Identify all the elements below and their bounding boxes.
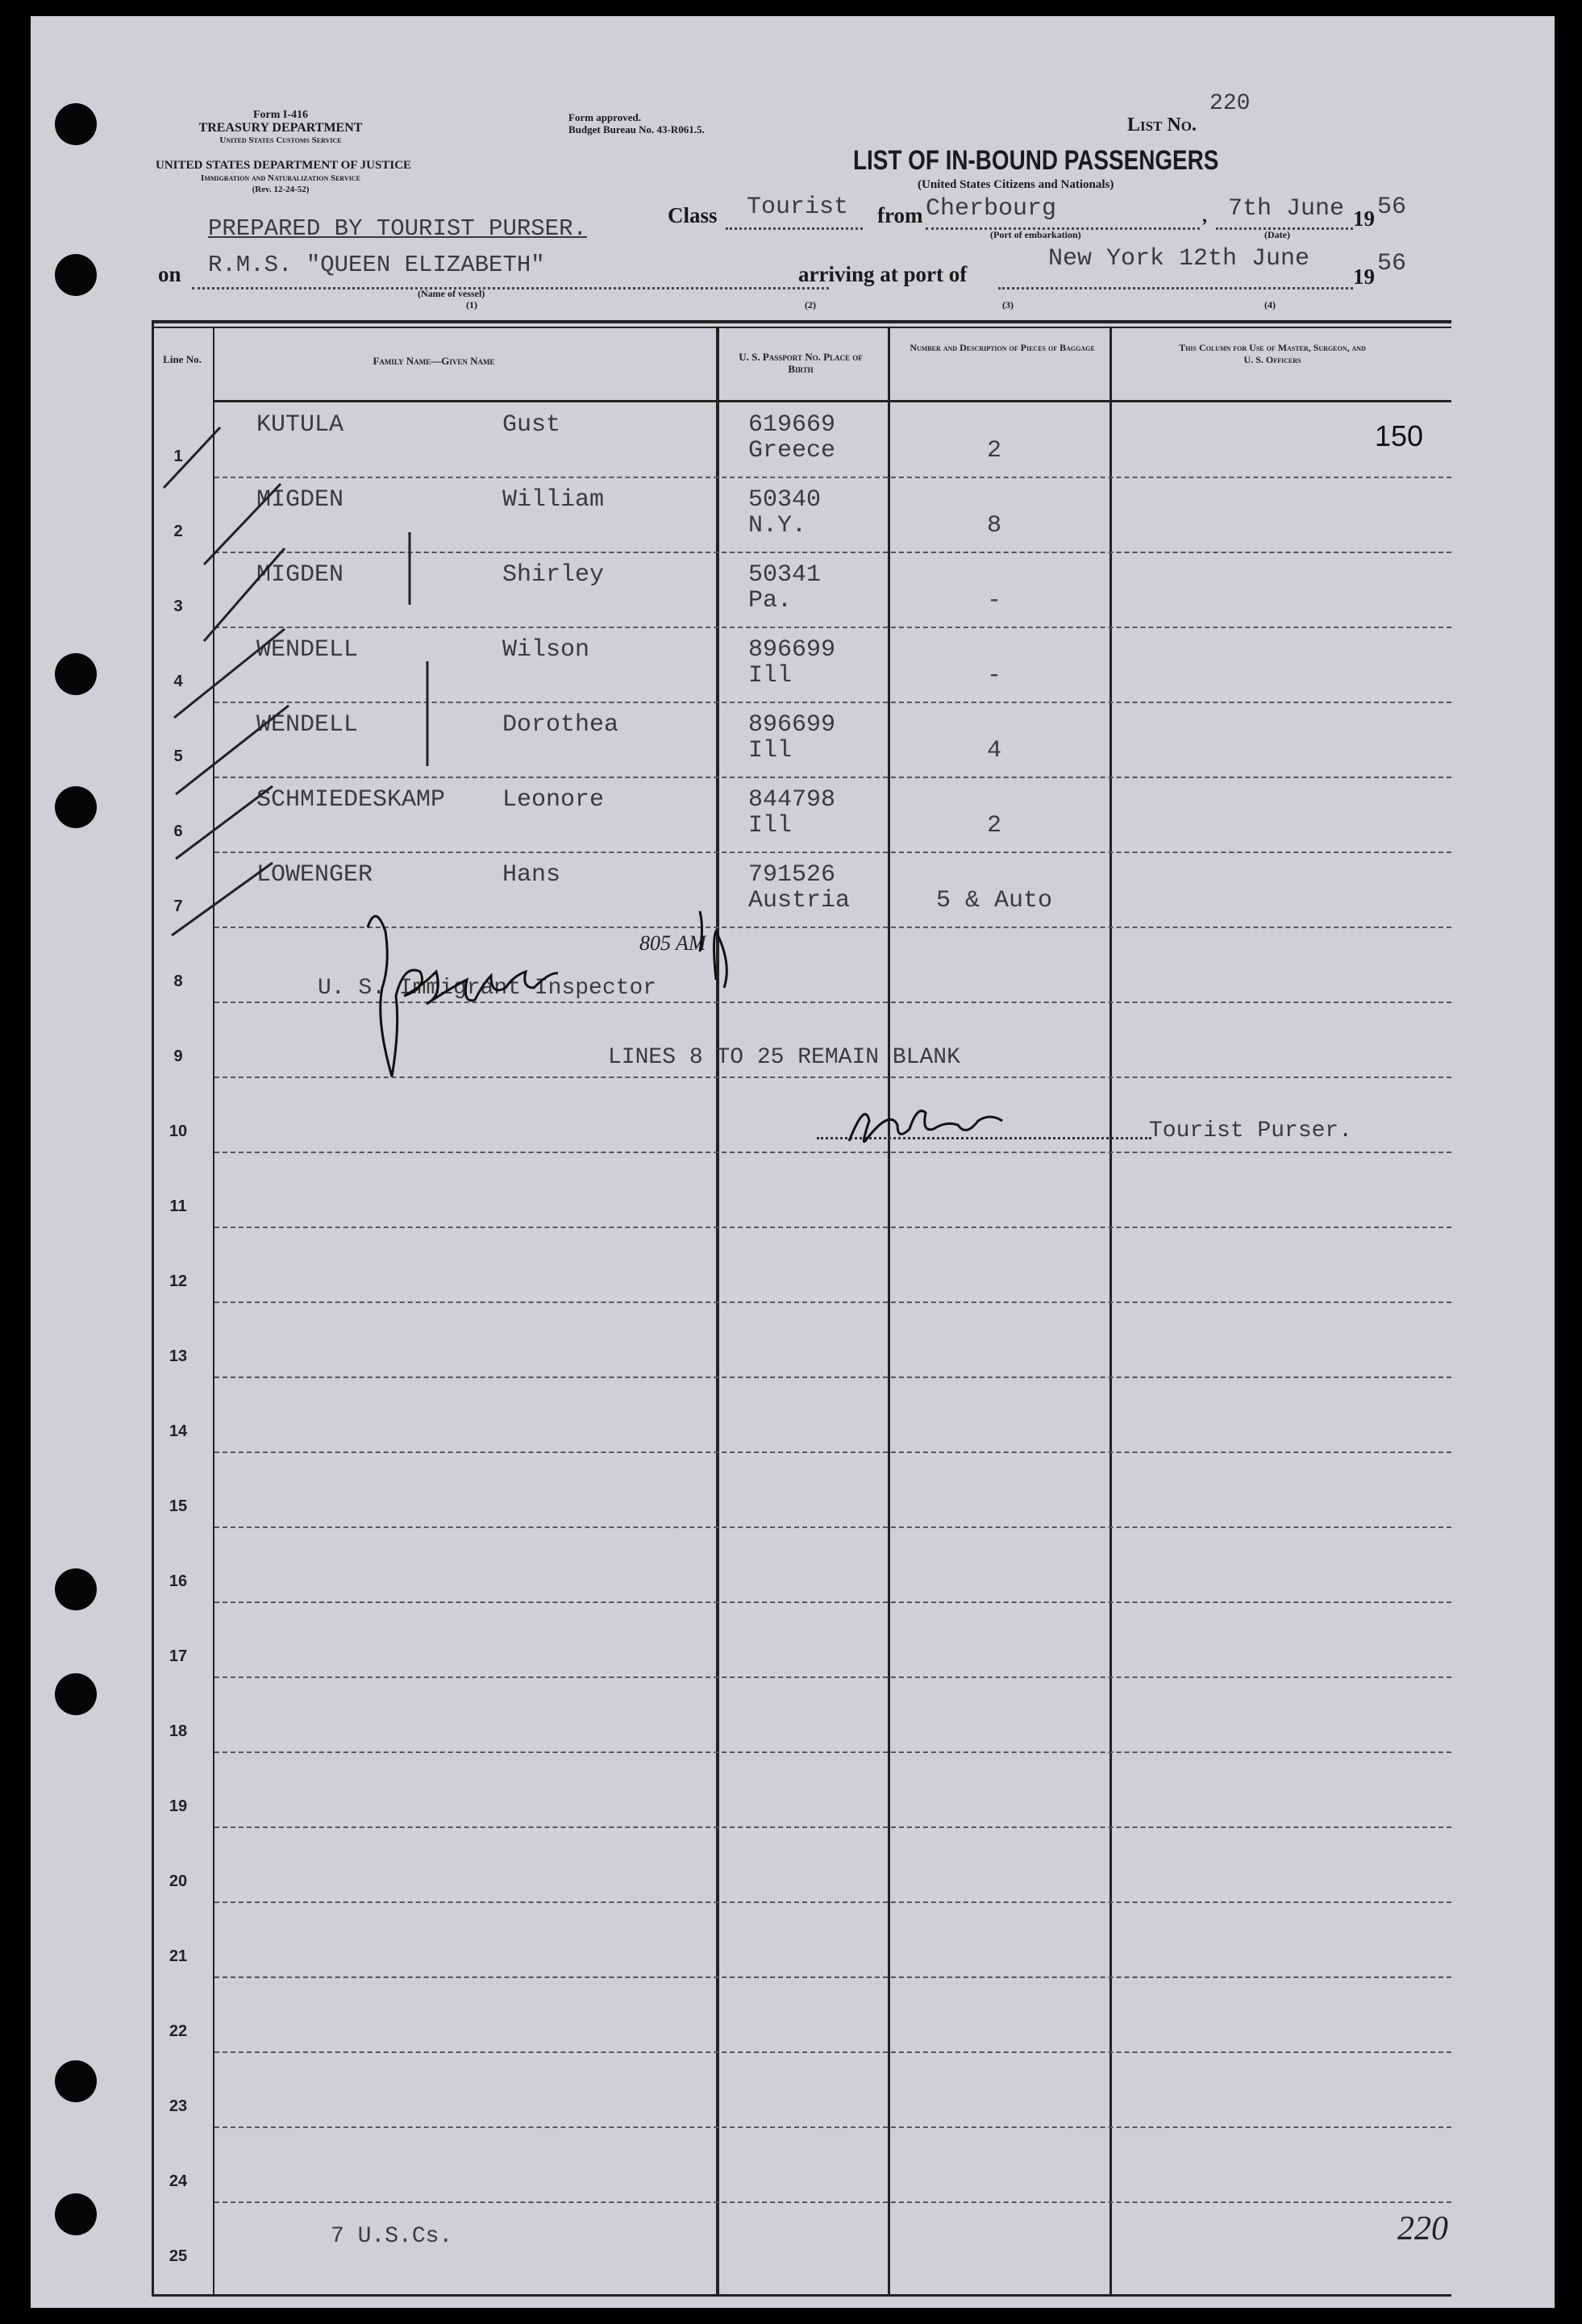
line-number: 12	[169, 1272, 188, 1290]
from-label: from	[877, 203, 923, 227]
passport-no: 50341	[748, 561, 822, 589]
baggage: 4	[986, 737, 1001, 764]
birth-place: N.Y.	[748, 512, 807, 539]
line-number: 21	[169, 1947, 188, 1965]
line-number: 4	[173, 673, 183, 690]
line-number: 1	[173, 448, 183, 465]
from-port: Cherbourg	[926, 195, 1057, 223]
passport-no: 896699	[748, 711, 836, 739]
purser-title: Tourist Purser.	[1149, 1118, 1353, 1143]
count-150: 150	[1375, 419, 1424, 452]
vessel-caption: (Name of vessel)	[418, 288, 485, 299]
check-marks	[164, 427, 427, 935]
line-number: 25	[169, 2247, 188, 2265]
arrival-port-date: New York 12th June	[1048, 245, 1310, 273]
family-name: KUTULA	[256, 411, 344, 439]
birth-place: Ill	[748, 812, 793, 839]
birth-place: Ill	[748, 737, 793, 764]
document-subtitle: (United States Citizens and Nationals)	[918, 178, 1114, 191]
form-number: Form I-416	[252, 109, 309, 121]
header-officers: This Column for Use of Master, Surgeon, and U. S. Officers	[1179, 342, 1366, 365]
list-no-label: List No.	[1127, 115, 1197, 135]
line-number: 22	[169, 2022, 188, 2040]
line-number: 15	[169, 1497, 188, 1515]
port-caption: (Port of embarkation)	[990, 229, 1081, 240]
line-number: 10	[169, 1122, 188, 1140]
passport-no: 50340	[748, 486, 822, 514]
given-name: Wilson	[502, 636, 590, 664]
given-name: Gust	[502, 411, 561, 439]
justice-dept: UNITED STATES DEPARTMENT OF JUSTICE	[156, 159, 412, 172]
handwriting-layer	[31, 16, 1555, 2308]
line-number: 8	[173, 972, 183, 990]
header-passport: U. S. Passport No. Place of Birth	[739, 351, 863, 375]
year-prefix: 19	[1353, 206, 1375, 231]
given-name: Leonore	[502, 786, 605, 814]
manifest-sheet: Form I-416 TREASURY DEPARTMENT United States Customs Service UNITED STATES DEPARTMENT OF JUSTICE Immigration and Naturalization Service (Rev. 12-24-52) Form approved. Budget Bureau No. 43-R061.5. List No. 220 LIST OF IN-BOUND PASSENGERS (United States Citizens and Nationals) PREPARED BY TOURIST PURSER. Class Tourist from Cherbourg (Port of embarkation) , 7th June (Date) 19 56 on R.M.S. "QUEEN ELIZABETH" (Name of vessel) (1) (2) (3) (4) arriving at port of New York 12th June 19 56 Line No. Family Name—Given Name U. S. Passport No. Place of Birth Number and Description of Pieces of Baggage This Column for Use of Master, Surgeon, and U. S. Officers 1 KUTULA Gust 619669 Greece 2 2 MIGDEN William 50340 N.Y. 8 3 MIGDEN Shirley 50341 Pa. - 4 WENDELL Wilson 896699 Ill - 5 WENDELL Dorothea 896699 Ill 4 6 SCHMIEDESKAMP Leonore 844798 Ill 2 7 LOWENGER Hans 791526 Austria 5 & Auto 8 9 10 11 12 13 14 15 16 17 18 19 20 21 22 23 24 25 150 U. S. Immigrant Inspector 805 AM LINES 8 TO 25 REMAIN BLANK Tourist Purser. 7 U.S.Cs. 220	[31, 16, 1555, 2308]
line-number: 6	[173, 823, 183, 840]
baggage: 2	[986, 812, 1001, 839]
arr-year-value: 56	[1377, 250, 1407, 277]
line-number: 18	[169, 1722, 188, 1740]
header-baggage: Number and Description of Pieces of Baggage	[910, 342, 1095, 353]
line-number: 9	[173, 1047, 183, 1065]
vessel-name: R.M.S. "QUEEN ELIZABETH"	[208, 252, 545, 278]
arr-year-prefix: 19	[1353, 264, 1375, 289]
baggage: 5 & Auto	[935, 887, 1053, 914]
family-name: MIGDEN	[256, 486, 344, 514]
purser-signature	[849, 1111, 1002, 1142]
line-number: 11	[169, 1197, 187, 1215]
family-name: LOWENGER	[256, 861, 373, 889]
line-number: 5	[173, 748, 183, 765]
given-name: Hans	[502, 861, 561, 889]
col-num-1: (1)	[466, 299, 477, 310]
col-num-2: (2)	[805, 299, 816, 310]
treasury-dept: TREASURY DEPARTMENT	[198, 121, 363, 135]
class-label: Class	[668, 203, 718, 227]
passport-no: 844798	[748, 786, 836, 814]
class-value: Tourist	[747, 194, 849, 221]
prepared-by: PREPARED BY TOURIST PURSER.	[208, 215, 587, 242]
line-number: 14	[169, 1422, 188, 1440]
passport-no: 896699	[748, 636, 836, 664]
family-name: WENDELL	[256, 636, 359, 664]
ins-service: Immigration and Naturalization Service	[201, 173, 360, 183]
line-number: 23	[169, 2097, 188, 2115]
line-number: 16	[169, 1572, 188, 1590]
list-no-value: 220	[1209, 91, 1251, 116]
blank-lines-note: LINES 8 TO 25 REMAIN BLANK	[608, 1045, 960, 1070]
inspector-signature	[368, 911, 726, 1077]
inspector-time: 805 AM	[639, 931, 706, 955]
family-name: WENDELL	[256, 711, 359, 739]
revision: (Rev. 12-24-52)	[252, 185, 310, 194]
given-name: William	[502, 486, 605, 514]
birth-place: Austria	[748, 887, 851, 914]
page-number: 220	[1397, 2210, 1448, 2247]
budget-bureau: Budget Bureau No. 43-R061.5.	[568, 123, 705, 135]
passport-no: 619669	[748, 411, 836, 439]
given-name: Shirley	[502, 561, 605, 589]
family-name: MIGDEN	[256, 561, 344, 589]
baggage: -	[986, 662, 1001, 689]
document-title: LIST OF IN-BOUND PASSENGERS	[853, 145, 1219, 176]
passport-no: 791526	[748, 861, 836, 889]
line-number: 24	[169, 2172, 188, 2190]
line-number: 13	[169, 1347, 188, 1365]
on-label: on	[158, 262, 181, 286]
customs-service: United States Customs Service	[219, 135, 342, 145]
inspector-label: U. S. Immigrant Inspector	[318, 976, 657, 1001]
birth-place: Pa.	[748, 587, 793, 614]
line-number: 20	[169, 1872, 188, 1890]
year-value: 56	[1377, 194, 1407, 221]
col-num-4: (4)	[1264, 299, 1276, 310]
col-num-3: (3)	[1002, 299, 1014, 310]
line-number: 2	[173, 523, 183, 540]
header-line-no: Line No.	[163, 353, 202, 365]
baggage: 2	[986, 437, 1001, 464]
line-number: 19	[169, 1797, 188, 1815]
form-approved: Form approved.	[568, 111, 642, 123]
total-count: 7 U.S.Cs.	[331, 2224, 453, 2249]
birth-place: Greece	[748, 437, 836, 464]
line-number: 17	[169, 1647, 188, 1665]
given-name: Dorothea	[502, 711, 619, 739]
arriving-label: arriving at port of	[798, 262, 968, 286]
baggage: 8	[986, 512, 1001, 539]
date-caption: (Date)	[1264, 229, 1290, 240]
header-name: Family Name—Given Name	[373, 355, 495, 367]
baggage: -	[986, 587, 1001, 614]
birth-place: Ill	[748, 662, 793, 689]
line-number: 3	[173, 598, 183, 615]
line-number: 7	[173, 898, 183, 915]
departure-date: 7th June	[1228, 195, 1345, 223]
family-name: SCHMIEDESKAMP	[256, 786, 446, 814]
